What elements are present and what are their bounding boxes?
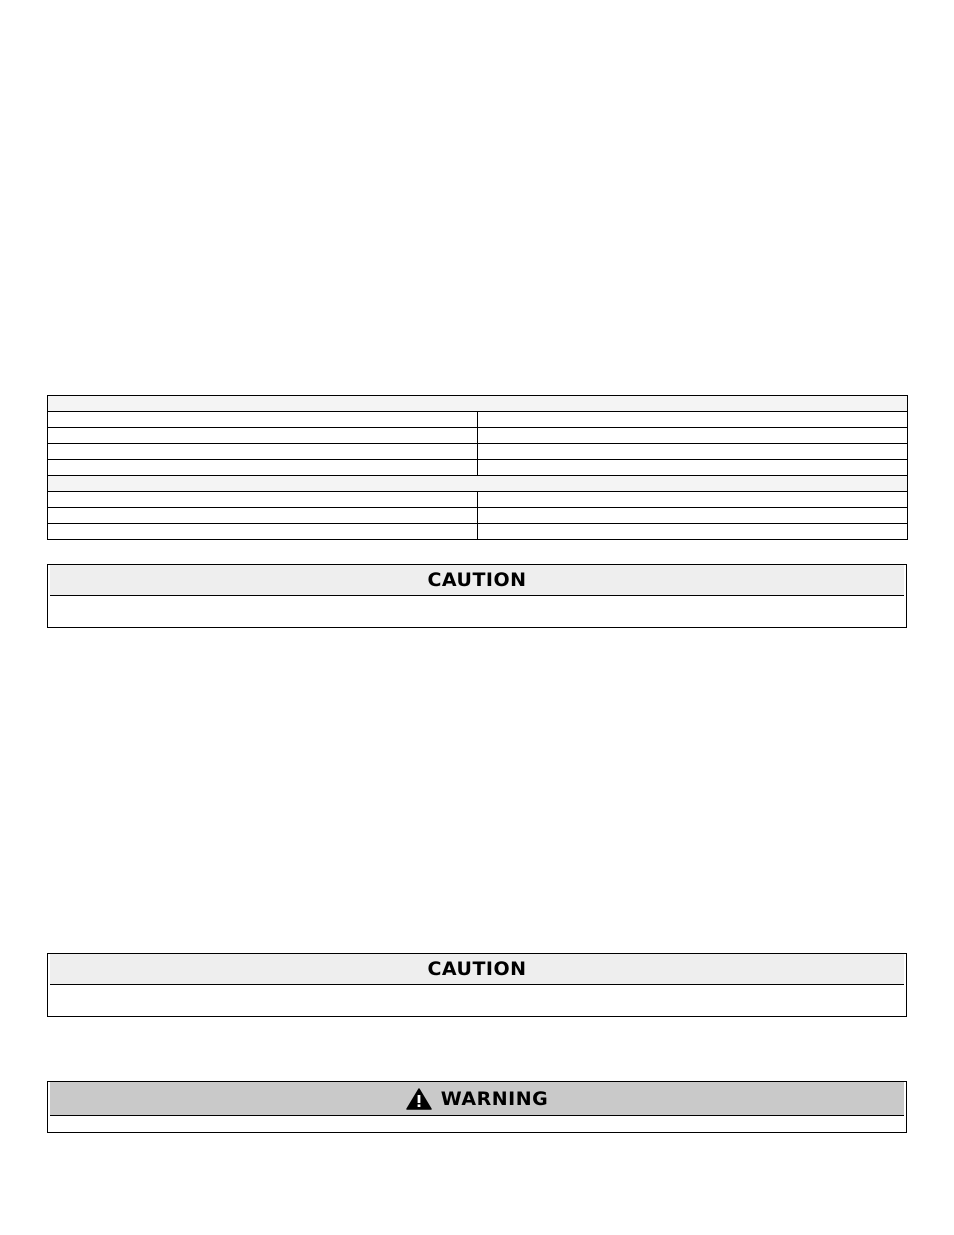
warning-body [48, 1116, 906, 1132]
table-section-heading [48, 476, 908, 492]
table-row [48, 428, 908, 444]
caution-box [47, 953, 907, 1017]
table-cell [478, 508, 908, 524]
table-row [48, 460, 908, 476]
table-cell [48, 428, 478, 444]
table-cell [478, 444, 908, 460]
table-row [48, 412, 908, 428]
table-cell [478, 428, 908, 444]
warning-box [47, 1081, 907, 1133]
table-cell [48, 412, 478, 428]
warning-header [50, 1082, 904, 1116]
caution-header [50, 565, 904, 596]
table-row [48, 492, 908, 508]
table-cell [478, 524, 908, 540]
table-cell [478, 412, 908, 428]
table-cell [48, 460, 478, 476]
table-section-heading [48, 396, 908, 412]
table-cell [478, 492, 908, 508]
warning-triangle-icon [406, 1088, 432, 1110]
table-cell [48, 524, 478, 540]
table-cell [48, 444, 478, 460]
table-row [48, 444, 908, 460]
table-section-header [48, 396, 908, 412]
table-section-header [48, 476, 908, 492]
caution-header [50, 954, 904, 985]
table-cell [478, 460, 908, 476]
table-row [48, 508, 908, 524]
caution-title: CAUTION [427, 958, 527, 980]
caution-box [47, 564, 907, 628]
caution-title: CAUTION [427, 569, 527, 591]
warning-title: WARNING [440, 1087, 549, 1110]
table-cell [48, 508, 478, 524]
spec-table [47, 395, 908, 540]
caution-body [48, 985, 906, 1016]
table-cell [48, 492, 478, 508]
table-row [48, 524, 908, 540]
caution-body [48, 596, 906, 627]
